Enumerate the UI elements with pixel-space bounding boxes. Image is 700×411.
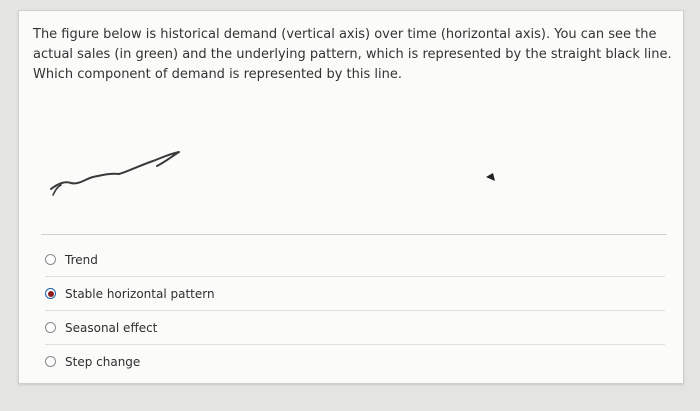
radio-icon[interactable]: [45, 356, 56, 367]
answer-options: [45, 243, 665, 378]
option-step-change[interactable]: [45, 345, 665, 378]
option-label: Stable horizontal pattern: [65, 286, 215, 301]
option-stable-horizontal-pattern[interactable]: [45, 277, 665, 311]
radio-selected-icon[interactable]: [45, 288, 56, 299]
option-label: Seasonal effect: [65, 320, 158, 335]
demand-line: [51, 152, 179, 189]
question-text: The figure below is historical demand (vertical axis) over time (horizontal axis). You can see the actual sales (in green) and the underlying pattern, which is represented by the straight black line. Which component of demand is represented by this line.: [33, 27, 672, 82]
demand-figure: [19, 121, 683, 221]
radio-icon[interactable]: [45, 254, 56, 265]
option-trend[interactable]: [45, 243, 665, 277]
radio-icon[interactable]: [45, 322, 56, 333]
cursor-icon: [486, 173, 495, 181]
option-seasonal-effect[interactable]: [45, 311, 665, 345]
divider: [41, 234, 667, 235]
question-card: [18, 10, 684, 384]
option-label: Step change: [65, 354, 141, 369]
option-label: Trend: [65, 252, 98, 267]
